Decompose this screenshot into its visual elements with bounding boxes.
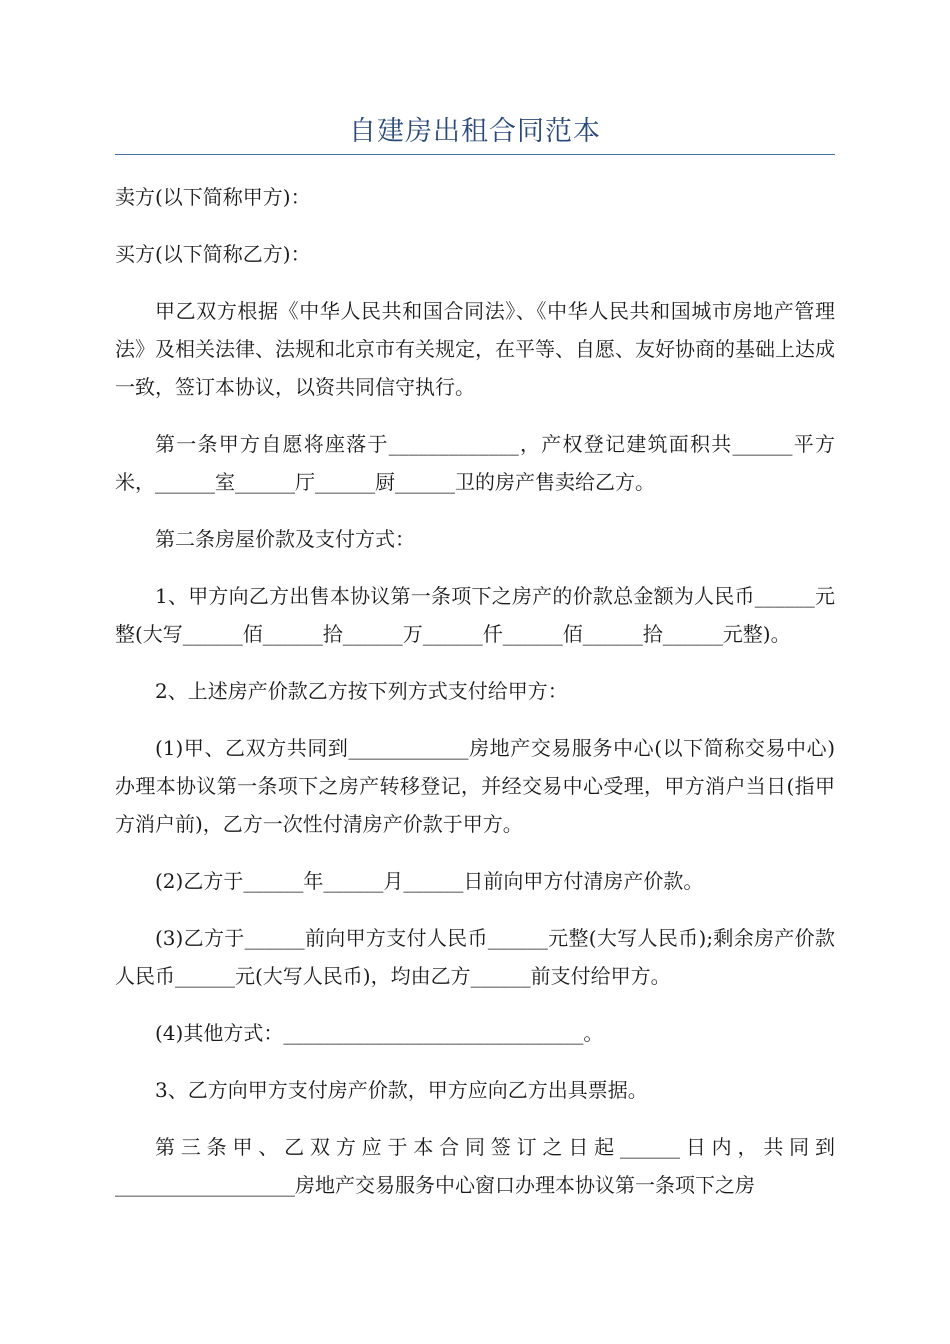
paragraph-option-2: (2)乙方于______年______月______日前向甲方付清房产价款。 xyxy=(155,869,704,893)
paragraph-buyer: 买方(以下简称乙方)： xyxy=(115,242,311,266)
paragraph-clause-2-2: 2、上述房产价款乙方按下列方式支付给甲方： xyxy=(155,679,568,703)
title-underline xyxy=(115,154,835,155)
paragraph-preamble: 甲乙双方根据《中华人民共和国合同法》、《中华人民共和国城市房地产管理法》及相关法律、法规和北京市有关规定，在平等、自愿、友好协商的基础上达成一致，签订本协议，以资共同信守执行。 xyxy=(115,299,835,399)
paragraph-option-3: (3)乙方于______前向甲方支付人民币______元整(大写人民币);剩余房产价款人民币______元(大写人民币)，均由乙方______前支付给甲方。 xyxy=(115,926,835,988)
document-title: 自建房出租合同范本 xyxy=(349,116,601,147)
paragraph-clause-2-1: 1、甲方向乙方出售本协议第一条项下之房产的价款总金额为人民币______元整(大写______佰______拾______万______仟______佰______拾______元整)。 xyxy=(115,584,835,646)
paragraph-article-3: 第三条甲、乙双方应于本合同签订之日起______日内，共同到__________________房地产交易服务中心窗口办理本协议第一条项下之房 xyxy=(115,1135,835,1197)
paragraph-article-1: 第一条甲方自愿将座落于_____________，产权登记建筑面积共______平方米，______室______厅______厨______卫的房产售卖给乙方。 xyxy=(115,432,835,494)
paragraph-option-1: (1)甲、乙双方共同到____________房地产交易服务中心(以下简称交易中心)办理本协议第一条项下之房产转移登记，并经交易中心受理，甲方消户当日(指甲方消户前)，乙方一次性付清房产价款于甲方。 xyxy=(115,736,835,836)
paragraph-clause-2-3: 3、乙方向甲方支付房产价款，甲方应向乙方出具票据。 xyxy=(155,1078,648,1102)
document-body xyxy=(115,178,835,1223)
paragraph-seller: 卖方(以下简称甲方)： xyxy=(115,185,311,209)
paragraph-article-2: 第二条房屋价款及支付方式： xyxy=(155,527,415,551)
paragraph-option-4: (4)其他方式：______________________________。 xyxy=(155,1021,604,1045)
